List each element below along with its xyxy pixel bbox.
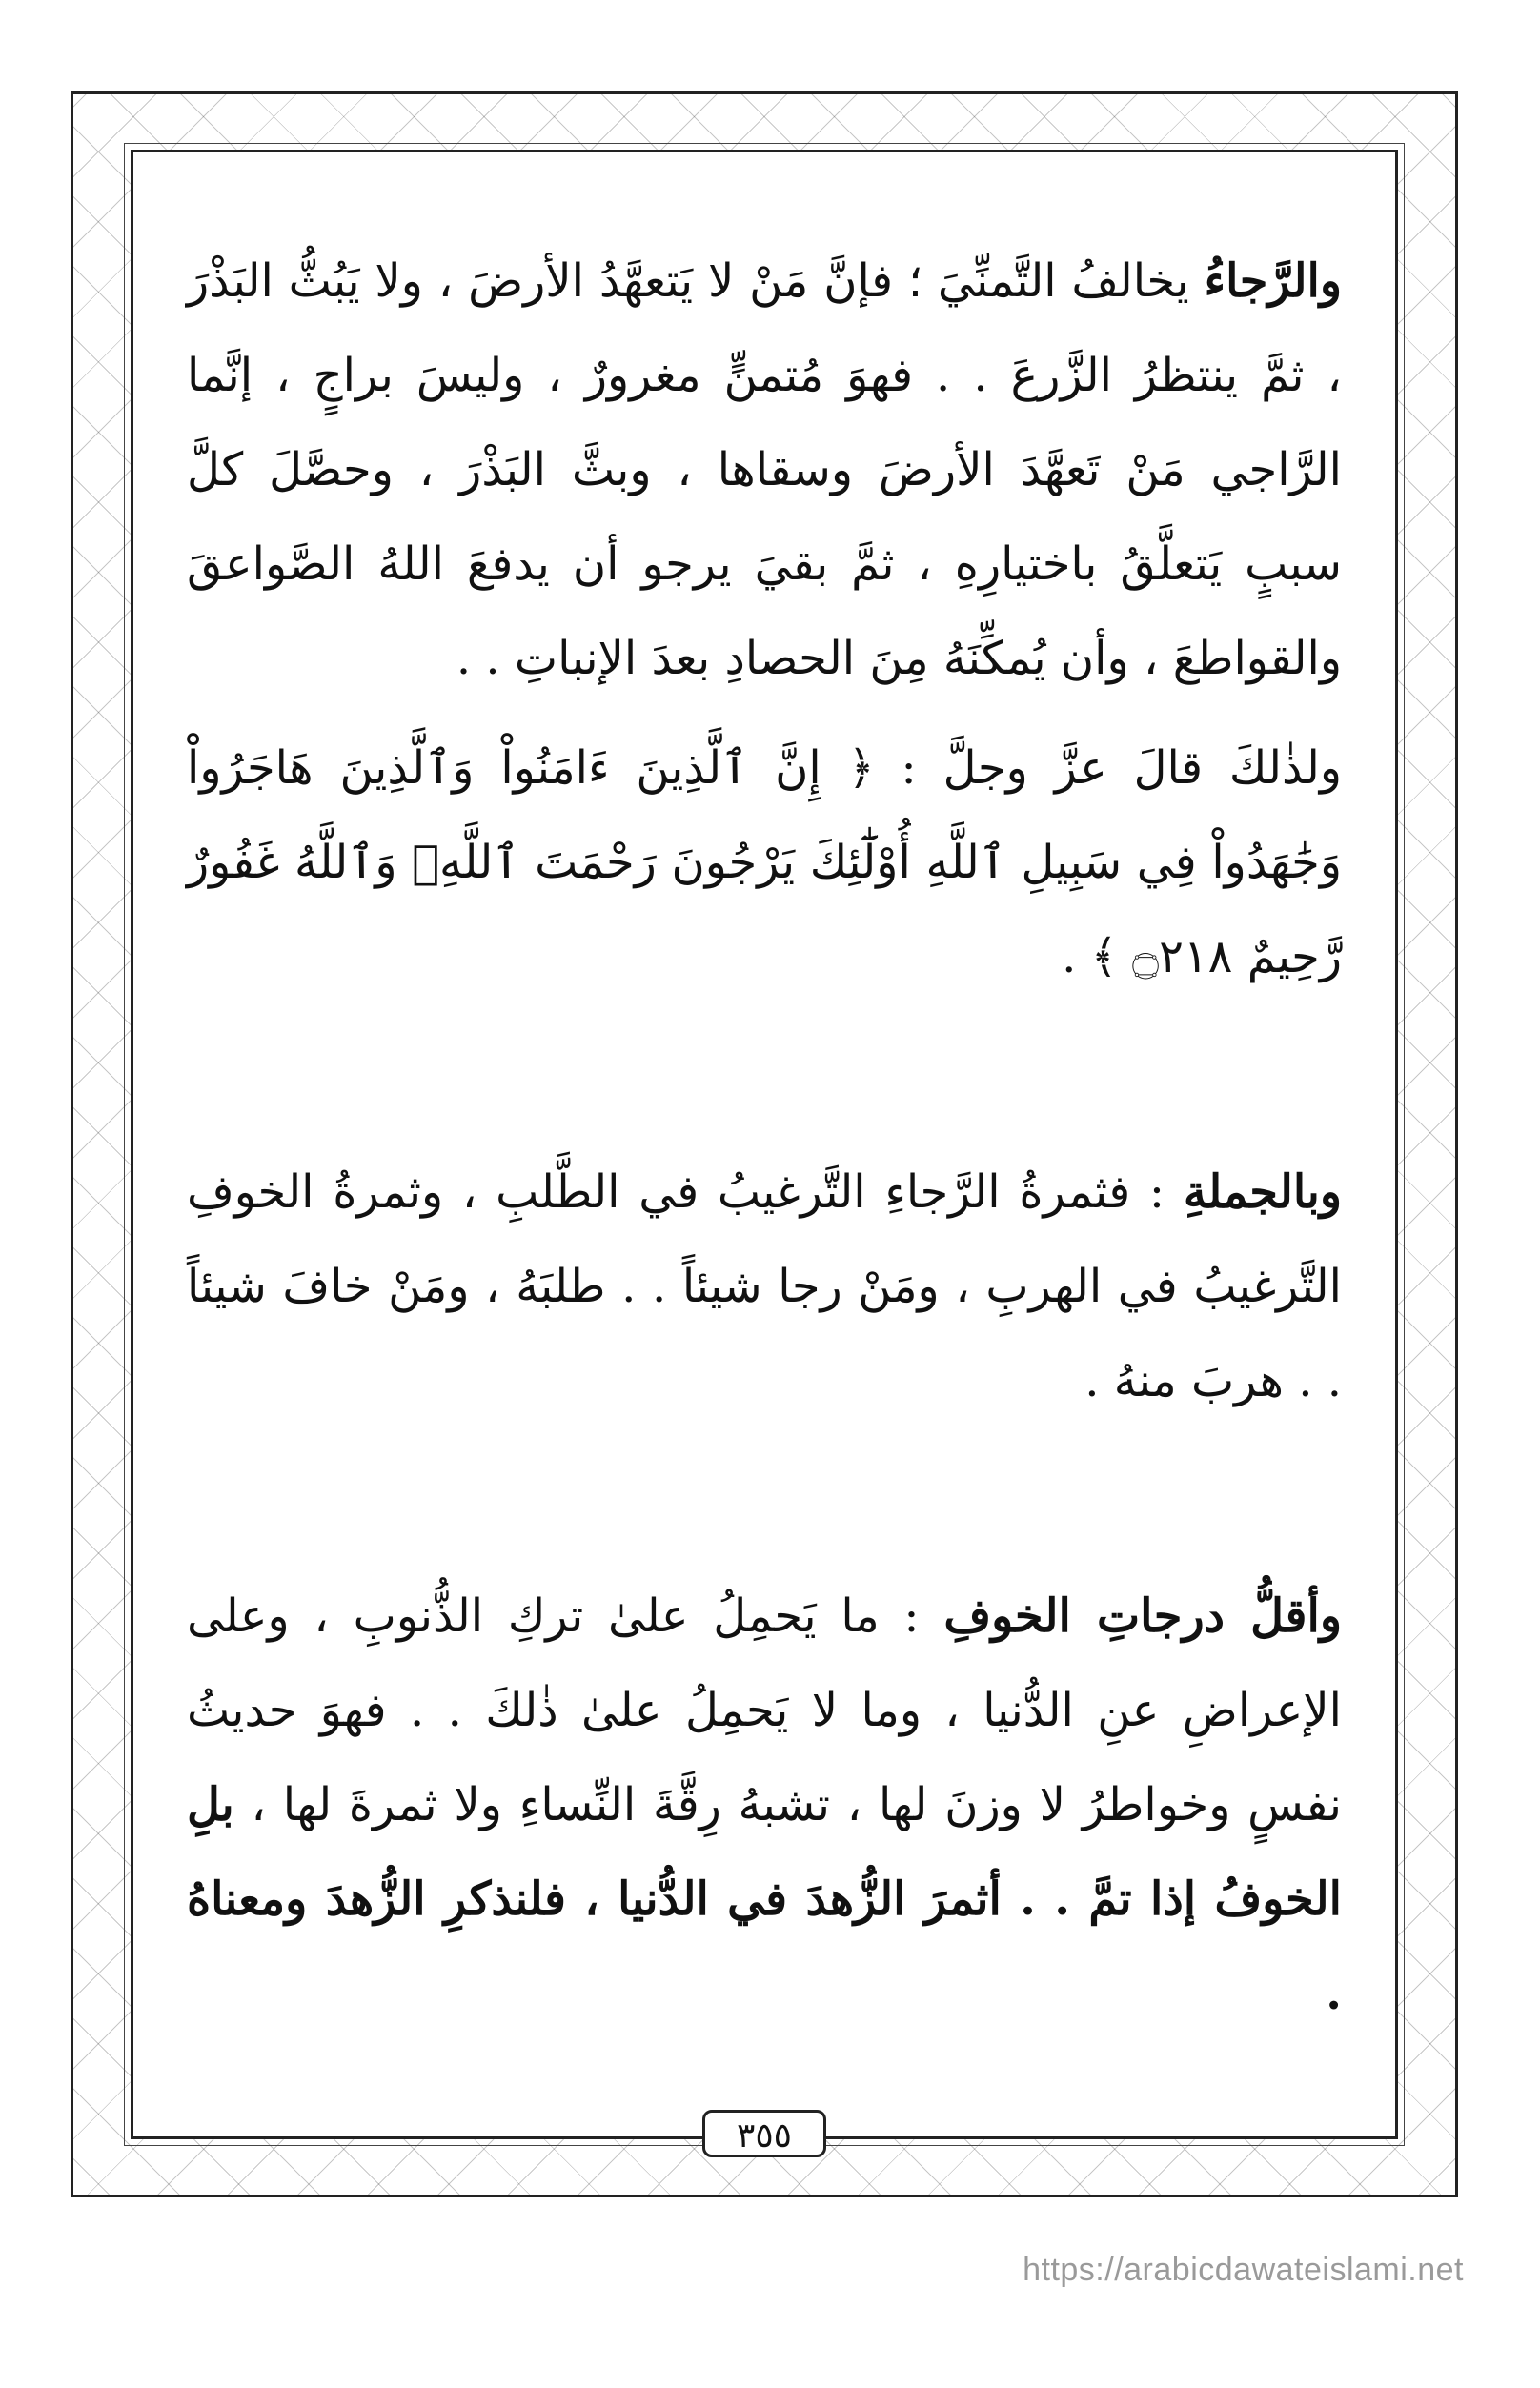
citation-end: . <box>1062 930 1091 983</box>
paragraph-lead: والرَّجاءُ <box>1204 254 1342 308</box>
paragraph-lead: وبالجملةِ <box>1183 1165 1342 1219</box>
watermark-url: https://arabicdawateislami.net <box>1023 2252 1464 2288</box>
page-content <box>187 234 1342 2041</box>
quran-verse: ﴿ إِنَّ ٱلَّذِينَ ءَامَنُواْ وَٱلَّذِينَ هَاجَرُواْ وَجَٰهَدُواْ فِي سَبِيلِ ٱللَّهِ أُوْلَٰٓئِكَ يَرْجُونَ رَحْمَتَ ٱللَّهِۚ وَٱللَّهُ غَفُورٌ رَّحِيمٌ ۝٢١٨ ﴾ <box>187 741 1342 983</box>
citation-intro: ولذٰلكَ قالَ عزَّ وجلَّ : <box>874 741 1342 795</box>
paragraph-levels-of-fear <box>187 1569 1342 2041</box>
paragraph-quran-citation <box>187 721 1342 1004</box>
text-frame <box>131 150 1398 2155</box>
paragraph-lead: وأقلُّ درجاتِ الخوفِ <box>943 1589 1342 1643</box>
paragraph-hope-vs-wishful <box>187 234 1342 706</box>
paragraph-text: يخالفُ التَّمنِّيَ ؛ فإنَّ مَنْ لا يَتعهَّدُ الأرضَ ، ولا يَبُثُّ البَذْرَ ، ثمَّ ينتظرُ الزَّرعَ . . فهوَ مُتمنٍّ مغرورٌ ، وليسَ براجٍ ، إنَّما الرَّاجي مَنْ تَعهَّدَ الأرضَ وسقاها ، وبثَّ البَذْرَ ، وحصَّلَ كلَّ سببٍ يَتعلَّقُ باختيارِهِ ، ثمَّ بقيَ يرجو أن يدفعَ اللهُ الصَّواعقَ والقواطعَ ، وأن يُمكِّنَهُ مِنَ الحصادِ بعدَ الإنباتِ . . <box>187 254 1342 685</box>
paragraph-conclusion: بلِ الخوفُ إذا تمَّ . . أثمرَ الزُّهدَ في الدُّنيا ، فلنذكرِ الزُّهدَ ومعناهُ . <box>187 1778 1342 2020</box>
paragraph-text: : فثمرةُ الرَّجاءِ التَّرغيبُ في الطَّلبِ ، وثمرةُ الخوفِ التَّرغيبُ في الهربِ ، ومَنْ رجا شيئاً . . طلبَهُ ، ومَنْ خافَ شيئاً . . هربَ منهُ . <box>187 1165 1342 1407</box>
paragraph-summary <box>187 1145 1342 1428</box>
page-number: ٣٥٥ <box>702 2110 826 2157</box>
page-border <box>71 91 1458 2197</box>
paragraph-text: : ما يَحمِلُ علىٰ تركِ الذُّنوبِ ، وعلى الإعراضِ عنِ الدُّنيا ، وما لا يَحمِلُ علىٰ ذٰلكَ . . فهوَ حديثُ نفسٍ وخواطرُ لا وزنَ لها ، تشبهُ رِقَّةَ النِّساءِ ولا ثمرةَ لها ، <box>187 1589 1342 1831</box>
